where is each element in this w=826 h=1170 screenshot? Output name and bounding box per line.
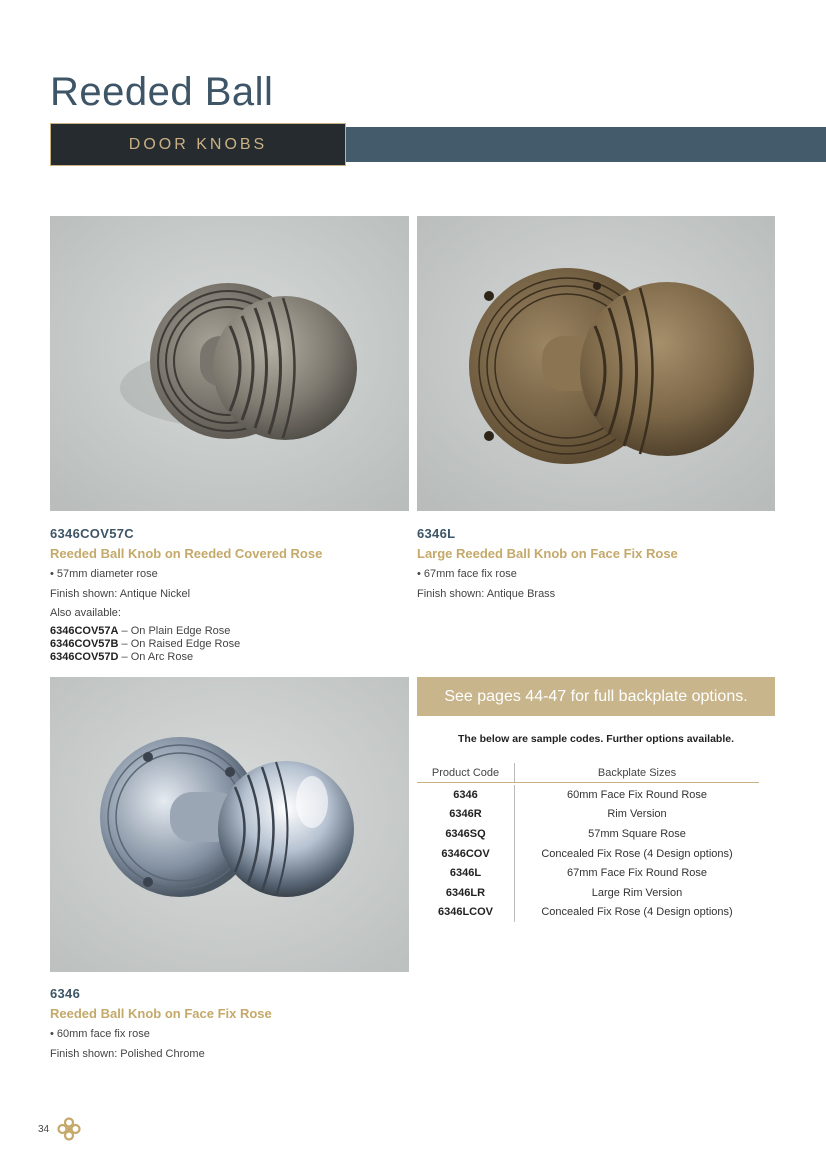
row-code: 6346COV (417, 844, 515, 864)
section-banner (50, 123, 346, 166)
product-info-6346cov57c (50, 524, 409, 664)
alternative-item: 6346COV57A – On Plain Edge Rose (50, 624, 231, 637)
product-spec: • 57mm diameter rose (50, 568, 158, 580)
row-code: 6346LCOV (417, 903, 515, 923)
table-row (417, 824, 759, 844)
brand-logo-icon (57, 1117, 81, 1141)
product-finish: Finish shown: Polished Chrome (50, 1047, 205, 1060)
header-product-code: Product Code (417, 763, 515, 782)
product-code: 6346COV57C (50, 526, 134, 541)
table-row (417, 844, 759, 864)
reeded-knob-image (50, 677, 409, 972)
section-label: DOOR KNOBS (128, 135, 268, 153)
product-info-6346 (50, 984, 409, 1062)
product-name: Reeded Ball Knob on Reeded Covered Rose (50, 545, 323, 561)
page-title: Reeded Ball (50, 70, 274, 114)
product-photo-antique-nickel (50, 216, 409, 511)
sample-codes-note: The below are sample codes. Further options available. (458, 733, 734, 745)
product-photo-polished-chrome (50, 677, 409, 972)
table-row (417, 903, 759, 923)
product-spec: • 60mm face fix rose (50, 1028, 150, 1040)
header-backplate-sizes: Backplate Sizes (597, 766, 677, 779)
table-header (417, 763, 759, 783)
row-code: 6346R (417, 805, 515, 825)
reeded-knob-image (50, 216, 409, 511)
backplate-table (417, 763, 759, 922)
row-code: 6346L (417, 863, 515, 883)
row-code: 6346LR (417, 883, 515, 903)
row-size: Large Rim Version (591, 886, 683, 899)
table-row (417, 883, 759, 903)
row-code: 6346 (417, 785, 515, 805)
table-row (417, 805, 759, 825)
product-name: Large Reeded Ball Knob on Face Fix Rose (417, 545, 678, 561)
product-code: 6346L (417, 526, 456, 541)
row-size: Rim Version (607, 808, 667, 821)
table-row (417, 785, 759, 805)
reeded-knob-image (417, 216, 775, 511)
section-banner-bar (346, 127, 826, 162)
row-size: 60mm Face Fix Round Rose (567, 788, 707, 801)
product-finish: Finish shown: Antique Brass (417, 587, 556, 600)
product-finish: Finish shown: Antique Nickel (50, 587, 191, 600)
row-size: Concealed Fix Rose (4 Design options) (541, 906, 733, 919)
also-available-label: Also available: (50, 607, 121, 619)
alternative-item: 6346COV57B – On Raised Edge Rose (50, 637, 241, 650)
row-size: 67mm Face Fix Round Rose (567, 867, 707, 880)
product-photo-antique-brass (417, 216, 775, 511)
row-size: Concealed Fix Rose (4 Design options) (541, 847, 733, 860)
product-info-6346l (417, 524, 775, 602)
backplate-callout (417, 677, 775, 716)
product-code: 6346 (50, 986, 81, 1001)
product-name: Reeded Ball Knob on Face Fix Rose (50, 1005, 272, 1021)
product-spec: • 67mm face fix rose (417, 568, 517, 580)
row-size: 57mm Square Rose (588, 827, 686, 840)
table-row (417, 863, 759, 883)
callout-text: See pages 44-47 for full backplate options. (444, 687, 748, 705)
alternative-item: 6346COV57D – On Arc Rose (50, 650, 194, 663)
row-code: 6346SQ (417, 824, 515, 844)
page-number: 34 (38, 1124, 50, 1135)
